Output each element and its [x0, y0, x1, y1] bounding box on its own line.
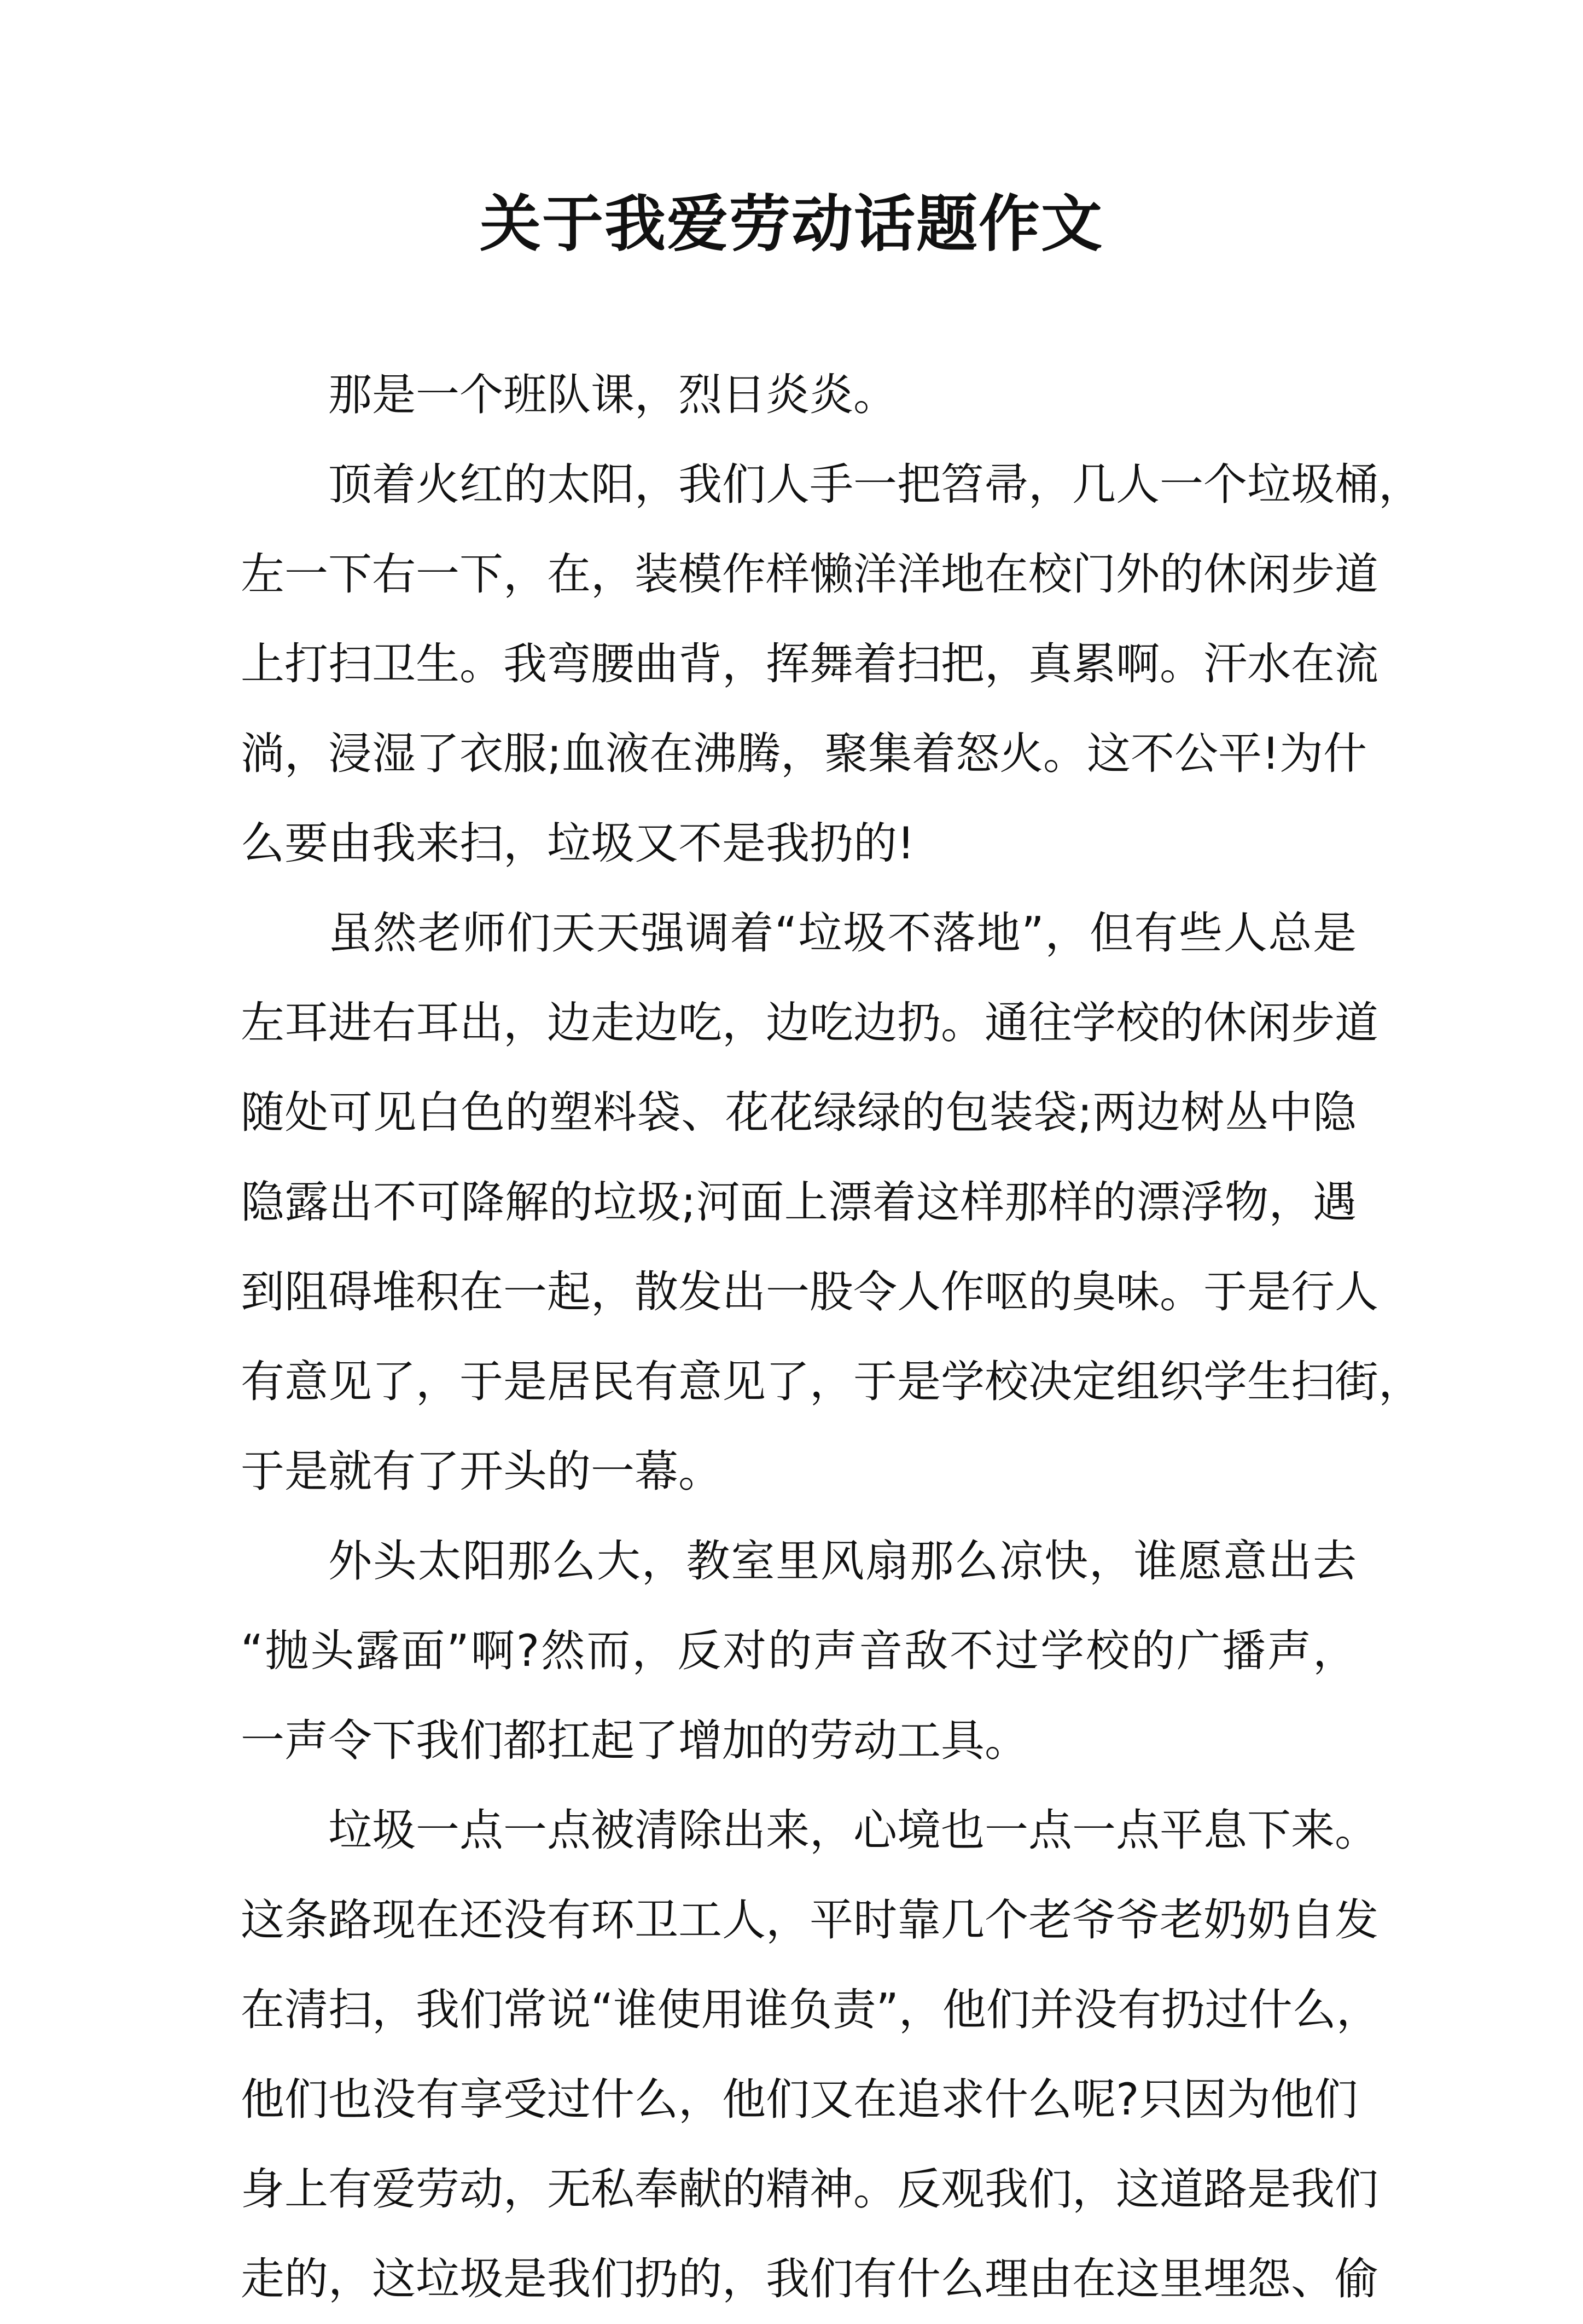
text-line: 上打扫卫生。我弯腰曲背，挥舞着扫把，真累啊。汗水在流	[241, 638, 1378, 689]
text-line: 左耳进右耳出，边走边吃，边吃边扔。通往学校的休闲步道	[241, 997, 1378, 1048]
text-line: 到阻碍堆积在一起，散发出一股令人作呕的臭味。于是行人	[241, 1266, 1378, 1317]
text-line: 顶着火红的太阳，我们人手一把笤帚，几人一个垃圾桶，	[328, 459, 1422, 510]
text-line: “抛头露面”啊?然而，反对的声音敌不过学校的广播声，	[241, 1625, 1357, 1676]
paragraph	[241, 888, 1422, 1517]
paragraph	[241, 350, 1357, 440]
text-line: 在清扫，我们常说“谁使用谁负责”，他们并没有扔过什么，	[241, 1984, 1380, 2035]
text-line: 外头太阳那么大，教室里风扇那么凉快，谁愿意出去	[328, 1536, 1357, 1587]
text-line: 走的，这垃圾是我们扔的，我们有什么理由在这里埋怨、偷	[241, 2253, 1378, 2304]
text-line: 左一下右一下，在，装模作样懒洋洋地在校门外的休闲步道	[241, 549, 1378, 600]
text-line: 么要由我来扫，垃圾又不是我扔的!	[241, 818, 915, 869]
text-line: 他们也没有享受过什么，他们又在追求什么呢?只因为他们	[241, 2074, 1358, 2125]
paragraph	[241, 1786, 1380, 2324]
document-body	[241, 350, 1422, 2324]
text-line: 身上有爱劳动，无私奉献的精神。反观我们，这道路是我们	[241, 2164, 1378, 2215]
text-line: 淌，浸湿了衣服;血液在沸腾，聚集着怒火。这不公平!为什	[241, 728, 1367, 779]
paragraph	[241, 440, 1422, 888]
text-line: 隐露出不可降解的垃圾;河面上漂着这样那样的漂浮物，遇	[241, 1177, 1357, 1228]
text-line: 一声令下我们都扛起了增加的劳动工具。	[241, 1715, 1028, 1766]
text-line: 于是就有了开头的一幕。	[241, 1446, 722, 1497]
text-line: 这条路现在还没有环卫工人，平时靠几个老爷爷老奶奶自发	[241, 1895, 1378, 1945]
text-line: 随处可见白色的塑料袋、花花绿绿的包装袋;两边树丛中隐	[241, 1087, 1357, 1138]
text-line: 有意见了，于是居民有意见了，于是学校决定组织学生扫街，	[241, 1356, 1422, 1407]
document-title: 关于我爱劳动话题作文	[480, 188, 1103, 260]
text-line: 那是一个班队课，烈日炎炎。	[328, 369, 897, 420]
paragraph	[241, 1517, 1357, 1786]
text-line: 虽然老师们天天强调着“垃圾不落地”，但有些人总是	[328, 908, 1357, 958]
text-line: 垃圾一点一点被清除出来，心境也一点一点平息下来。	[328, 1805, 1378, 1856]
